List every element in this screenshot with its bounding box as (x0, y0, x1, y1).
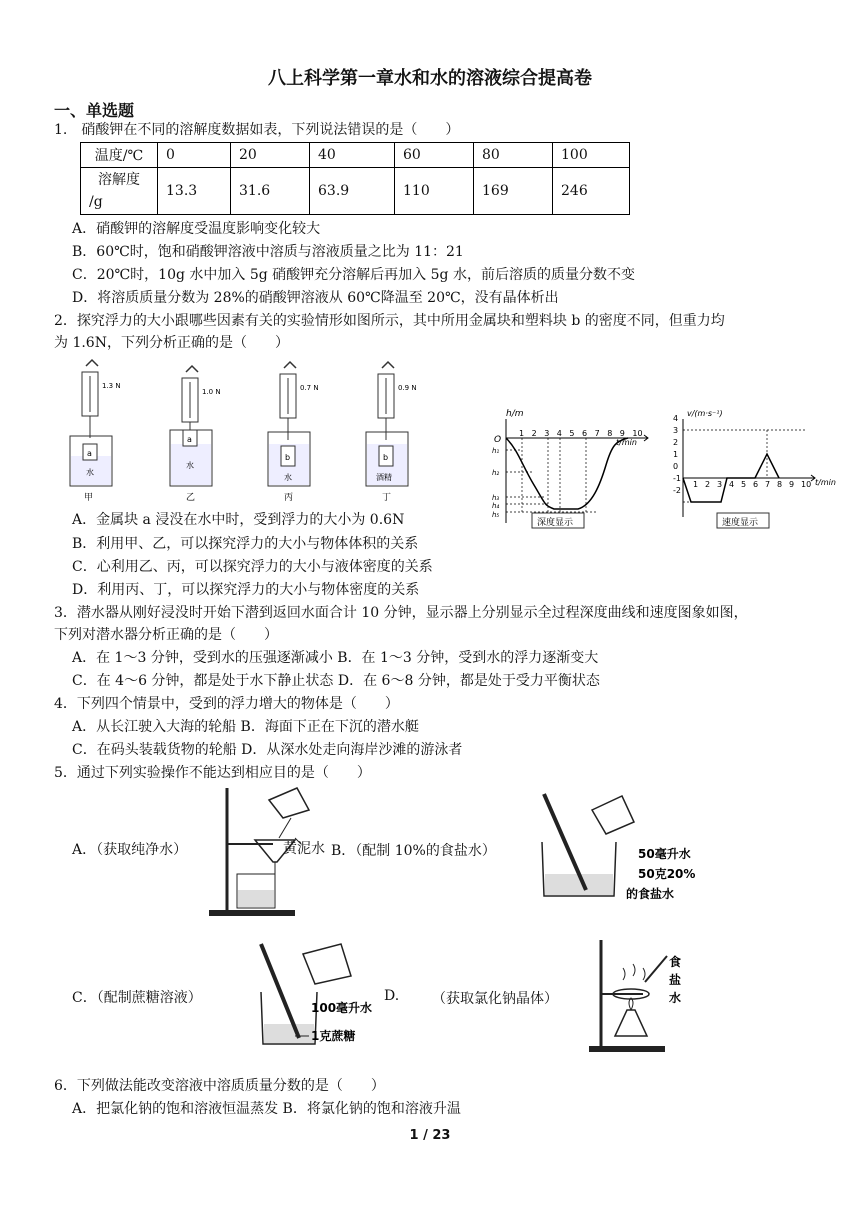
setup-bing (268, 362, 319, 503)
depth-xticks (519, 429, 643, 438)
table-cell: 60 (395, 143, 474, 168)
q4-options-cd: C．在码头装载货物的轮船 D．从深水处走向海岸沙滩的游泳者 (72, 742, 463, 758)
q4-options-ab: A．从长江驶入大海的轮船 B．海面下正在下沉的潜水艇 (72, 719, 419, 735)
q2-option-a: A．金属块 a 浸没在水中时，受到浮力的大小为 0.6N (72, 512, 405, 528)
q5-option-d-letter: D. (384, 988, 400, 1004)
q2-option-d: D．利用丙、丁，可以探究浮力的大小与物体密度的关系 (72, 582, 420, 598)
table-cell: 31.6 (231, 168, 310, 215)
table-row (81, 168, 630, 215)
depth-ylabel-h1: h₁ (492, 447, 500, 455)
reading-bing: 0.7 N (300, 384, 319, 392)
speed-chart (665, 405, 845, 530)
depth-xtick-4: 5 (569, 429, 575, 438)
label-c-line1: 100毫升水 (311, 1001, 373, 1015)
speed-xtick-9: 10 (801, 480, 812, 489)
depth-xtick-6: 7 (594, 429, 600, 438)
speed-xtick-8: 9 (789, 480, 795, 489)
q2-stem-line2: 为 1.6N，下列分析正确的是（ ） (54, 335, 289, 351)
table-cell: 246 (553, 168, 630, 215)
speed-xtick-7: 8 (777, 480, 783, 489)
table-cell: 169 (474, 168, 553, 215)
speed-xtick-3: 4 (729, 480, 735, 489)
label-d-line1: 食 (669, 955, 682, 969)
speed-xtick-0: 1 (693, 480, 699, 489)
speed-ytick-5: -1 (673, 474, 681, 483)
table-cell: 0 (158, 143, 231, 168)
speed-ylabel: v/(m·s⁻¹) (687, 409, 723, 418)
depth-ylabel-h3: h₃ (492, 494, 500, 502)
speed-ytick-6: -2 (673, 486, 681, 495)
label-d-line2: 盐 (669, 973, 682, 987)
q5-option-a: A．（获取纯净水） (72, 842, 188, 858)
label-muddy-water: 黄泥水 (283, 841, 325, 857)
liquid-label: 水 (186, 461, 194, 470)
block-label: a (187, 435, 192, 444)
q1-stem: 1. 硝酸钾在不同的溶解度数据如表，下列说法错误的是（ ） (54, 122, 460, 138)
speed-ytick-0: 4 (673, 414, 679, 423)
depth-xtick-8: 9 (619, 429, 625, 438)
table-cell: 63.9 (310, 168, 395, 215)
page-title: 八上科学第一章水和水的溶液综合提高卷 (268, 68, 592, 89)
speed-xtick-5: 6 (753, 480, 759, 489)
label-d-line3: 水 (669, 991, 682, 1005)
q3-stem-line2: 下列对潜水器分析正确的是（ ） (54, 627, 278, 643)
q1-option-c: C．20℃时，10g 水中加入 5g 硝酸钾充分溶解后再加入 5g 水，前后溶质的质量分数不变 (72, 267, 635, 283)
depth-curve (506, 438, 628, 509)
q5-option-c: C．（配制蔗糖溶液） (72, 990, 202, 1006)
setup-yi (170, 366, 221, 503)
q6-options-ab: A．把氯化钠的饱和溶液恒温蒸发 B．将氯化钠的饱和溶液升温 (72, 1101, 461, 1117)
depth-ylabel: h/m (506, 409, 524, 419)
speed-ytick-2: 2 (673, 438, 679, 447)
depth-ylabel-h4: h₄ (492, 502, 500, 510)
q1-option-a: A．硝酸钾的溶解度受温度影响变化较大 (72, 221, 321, 237)
speed-xtick-1: 2 (705, 480, 711, 489)
q4-stem: 4．下列四个情景中，受到的浮力增大的物体是（ ） (54, 696, 399, 712)
q5-stem: 5．通过下列实验操作不能达到相应目的是（ ） (54, 765, 371, 781)
reading-ding: 0.9 N (398, 384, 417, 392)
label-b-line2: 50克20% (638, 867, 696, 881)
table-cell: 温度/℃ (81, 143, 158, 168)
speed-xtick-2: 3 (717, 480, 723, 489)
setup-jia (70, 360, 121, 503)
table-cell: 20 (231, 143, 310, 168)
table-row (81, 143, 630, 168)
liquid-label: 水 (284, 473, 292, 482)
saltwater-mixing-apparatus (530, 790, 700, 902)
liquid-label: 水 (86, 468, 94, 477)
depth-xtick-9: 10 (632, 429, 643, 438)
reading-jia: 1.3 N (102, 382, 121, 390)
q5-option-b: B．（配制 10%的食盐水） (331, 843, 496, 859)
q1-option-b: B．60℃时，饱和硝酸钾溶液中溶质与溶液质量之比为 11：21 (72, 244, 464, 260)
depth-xtick-5: 6 (582, 429, 588, 438)
depth-ylabel-h2: h₂ (492, 469, 500, 477)
speed-xticks (693, 480, 811, 489)
caption-bing: 丙 (284, 493, 294, 503)
page-number: 1 / 23 (409, 1128, 451, 1143)
depth-chart (488, 405, 658, 530)
q5-option-d: （获取氯化钠晶体） (432, 991, 558, 1007)
speed-yticks (673, 414, 681, 495)
speed-ytick-3: 1 (673, 450, 679, 459)
depth-ylabel-h5: h₅ (492, 511, 500, 519)
q3-options-ab: A．在 1～3 分钟，受到水的压强逐渐减小 B．在 1～3 分钟，受到水的浮力逐渐变大 (72, 650, 599, 666)
caption-yi: 乙 (186, 493, 196, 503)
caption-ding: 丁 (382, 493, 392, 503)
evaporation-apparatus (585, 936, 695, 1054)
speed-xtick-6: 7 (765, 480, 771, 489)
buoyancy-experiment-figure (60, 358, 440, 508)
depth-xtick-7: 8 (607, 429, 613, 438)
q2-stem-line1: 2．探究浮力的大小跟哪些因素有关的实验情形如图所示，其中所用金属块和塑料块 b 的密度不同，但重力均 (54, 313, 725, 329)
speed-ytick-1: 3 (673, 426, 679, 435)
depth-xtick-3: 4 (556, 429, 562, 438)
speed-ytick-4: 0 (673, 462, 679, 471)
q1-option-d: D．将溶质质量分数为 28%的硝酸钾溶液从 60℃降温至 20℃，没有晶体析出 (72, 290, 559, 306)
reading-yi: 1.0 N (202, 388, 221, 396)
label-b-line3: 的食盐水 (626, 887, 675, 901)
table-cell: 40 (310, 143, 395, 168)
liquid-label: 酒精 (376, 473, 392, 482)
speed-xlabel: t/min (815, 478, 836, 487)
q2-option-b: B．利用甲、乙，可以探究浮力的大小与物体体积的关系 (72, 536, 419, 552)
depth-caption: 深度显示 (537, 518, 574, 528)
label-c-line2: 1克蔗糖 (311, 1029, 356, 1043)
table-cell: 80 (474, 143, 553, 168)
section-heading: 一、单选题 (54, 101, 135, 120)
depth-origin: O (494, 435, 502, 445)
block-label: b (285, 453, 291, 462)
table-head-b: /g (89, 194, 103, 210)
solubility-table (80, 142, 630, 215)
depth-xtick-2: 3 (544, 429, 550, 438)
setup-ding (366, 362, 417, 503)
speed-xtick-4: 5 (741, 480, 747, 489)
table-head-a: 溶解度 (98, 172, 140, 188)
caption-jia: 甲 (84, 493, 94, 503)
label-b-line1: 50毫升水 (638, 847, 691, 861)
depth-xtick-1: 2 (531, 429, 537, 438)
depth-xlabel: t/min (616, 438, 637, 447)
table-cell (81, 168, 158, 215)
table-cell: 110 (395, 168, 474, 215)
table-cell: 13.3 (158, 168, 231, 215)
block-label: b (383, 453, 389, 462)
q6-stem: 6．下列做法能改变溶液中溶质质量分数的是（ ） (54, 1078, 385, 1094)
depth-xtick-0: 1 (519, 429, 525, 438)
table-cell: 100 (553, 143, 630, 168)
q2-option-c: C．心利用乙、丙，可以探究浮力的大小与液体密度的关系 (72, 559, 433, 575)
q3-options-cd: C．在 4～6 分钟，都是处于水下静止状态 D．在 6～8 分钟，都是处于受力平衡状态 (72, 673, 600, 689)
block-label: a (87, 449, 92, 458)
speed-caption: 速度显示 (722, 518, 759, 528)
q3-stem-line1: 3．潜水器从刚好浸没时开始下潜到返回水面合计 10 分钟，显示器上分别显示全过程深度曲线和速度图象如图， (54, 605, 748, 621)
